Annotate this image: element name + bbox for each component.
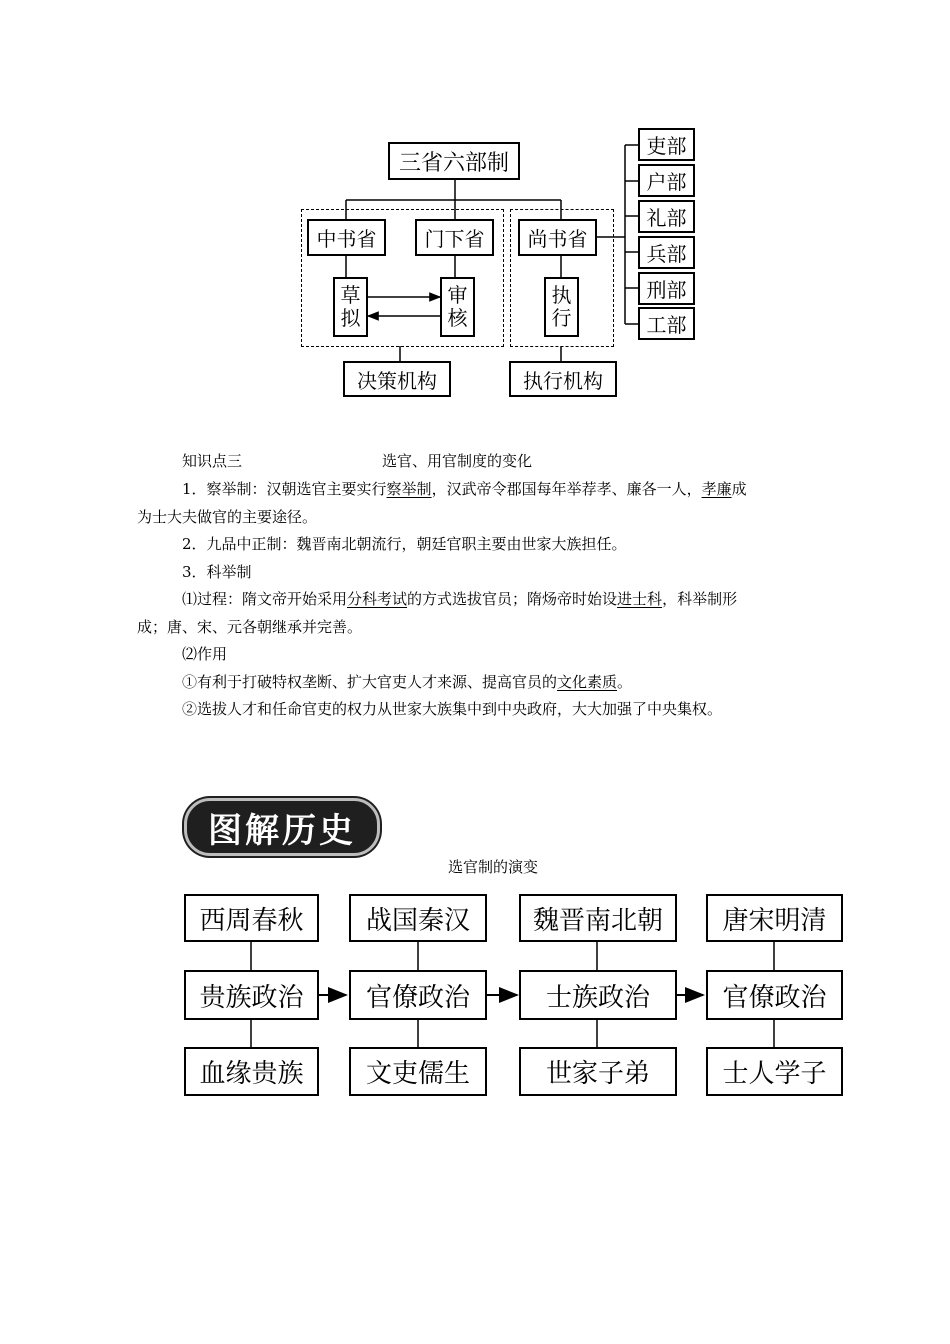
execute-step (544, 277, 579, 337)
draft-step (333, 277, 368, 337)
p4-underline-2: 进士科 (617, 590, 663, 608)
execute-char-1: 执 (551, 283, 572, 307)
paragraph-6 (182, 671, 632, 692)
zhongshu-province: 中书省 (307, 219, 386, 256)
draft-char-1: 草 (340, 283, 361, 307)
period-box: 西周春秋 (184, 894, 319, 942)
paragraph-4 (182, 588, 737, 609)
source-box: 血缘贵族 (184, 1047, 319, 1096)
politics-box: 士族政治 (519, 970, 677, 1020)
ministry-justice: 刑部 (638, 272, 695, 305)
period-box: 唐宋明清 (706, 894, 843, 942)
decision-body: 决策机构 (343, 361, 451, 397)
source-box: 世家子弟 (519, 1047, 677, 1096)
paragraph-5: ⑵作用 (182, 645, 228, 663)
paragraph-1-cont: 为士大夫做官的主要途径。 (137, 508, 318, 526)
ministry-rites: 礼部 (638, 200, 695, 233)
execution-body: 执行机构 (509, 361, 617, 397)
source-box: 士人学子 (706, 1047, 843, 1096)
p6-underline: 文化素质 (557, 673, 618, 691)
paragraph-1 (182, 478, 747, 499)
p1-text-a: 1．察举制：汉朝选官主要实行 (182, 480, 387, 498)
politics-box: 贵族政治 (184, 970, 319, 1020)
evolution-caption: 选官制的演变 (448, 858, 539, 876)
politics-box: 官僚政治 (349, 970, 487, 1020)
shangshu-province: 尚书省 (518, 219, 597, 256)
p1-text-b: ，汉武帝令郡国每年举荐孝、廉各一人， (431, 480, 702, 498)
review-char-2: 核 (447, 306, 468, 330)
period-box: 魏晋南北朝 (519, 894, 677, 942)
p4-text-a: ⑴过程：隋文帝开始采用 (182, 590, 348, 608)
org-chart-root: 三省六部制 (388, 142, 520, 180)
politics-box: 官僚政治 (706, 970, 843, 1020)
ministry-revenue: 户部 (638, 164, 695, 197)
p1-underline-1: 察举制 (386, 480, 432, 498)
draft-char-2: 拟 (340, 306, 361, 330)
review-char-1: 审 (447, 283, 468, 307)
period-box: 战国秦汉 (349, 894, 487, 942)
ministry-war: 兵部 (638, 236, 695, 269)
ministry-works: 工部 (638, 307, 695, 340)
section-title: 选官、用官制度的变化 (382, 452, 533, 470)
menxia-province: 门下省 (415, 219, 494, 256)
source-box: 文吏儒生 (349, 1047, 487, 1096)
paragraph-4-cont: 成；唐、宋、元各朝继承并完善。 (137, 618, 363, 636)
p1-underline-2: 孝廉 (701, 480, 732, 498)
paragraph-3: 3．科举制 (182, 563, 252, 581)
p1-text-c: 成 (731, 480, 747, 498)
paragraph-2: 2．九品中正制：魏晋南北朝流行，朝廷官职主要由世家大族担任。 (182, 535, 627, 553)
p4-text-c: ，科举制形 (662, 590, 738, 608)
illustrated-history-banner: 图解历史 (184, 798, 380, 856)
p6-text-a: ①有利于打破特权垄断、扩大官吏人才来源、提高官员的 (182, 673, 558, 691)
p4-underline-1: 分科考试 (347, 590, 408, 608)
section-label: 知识点三 (182, 452, 243, 470)
execute-char-2: 行 (551, 306, 572, 330)
review-step (440, 277, 475, 337)
p4-text-b: 的方式选拔官员；隋炀帝时始设 (407, 590, 618, 608)
p6-text-b: 。 (617, 673, 633, 691)
paragraph-7: ②选拔人才和任命官吏的权力从世家大族集中到中央政府，大大加强了中央集权。 (182, 700, 723, 718)
ministry-personnel: 吏部 (638, 128, 695, 161)
